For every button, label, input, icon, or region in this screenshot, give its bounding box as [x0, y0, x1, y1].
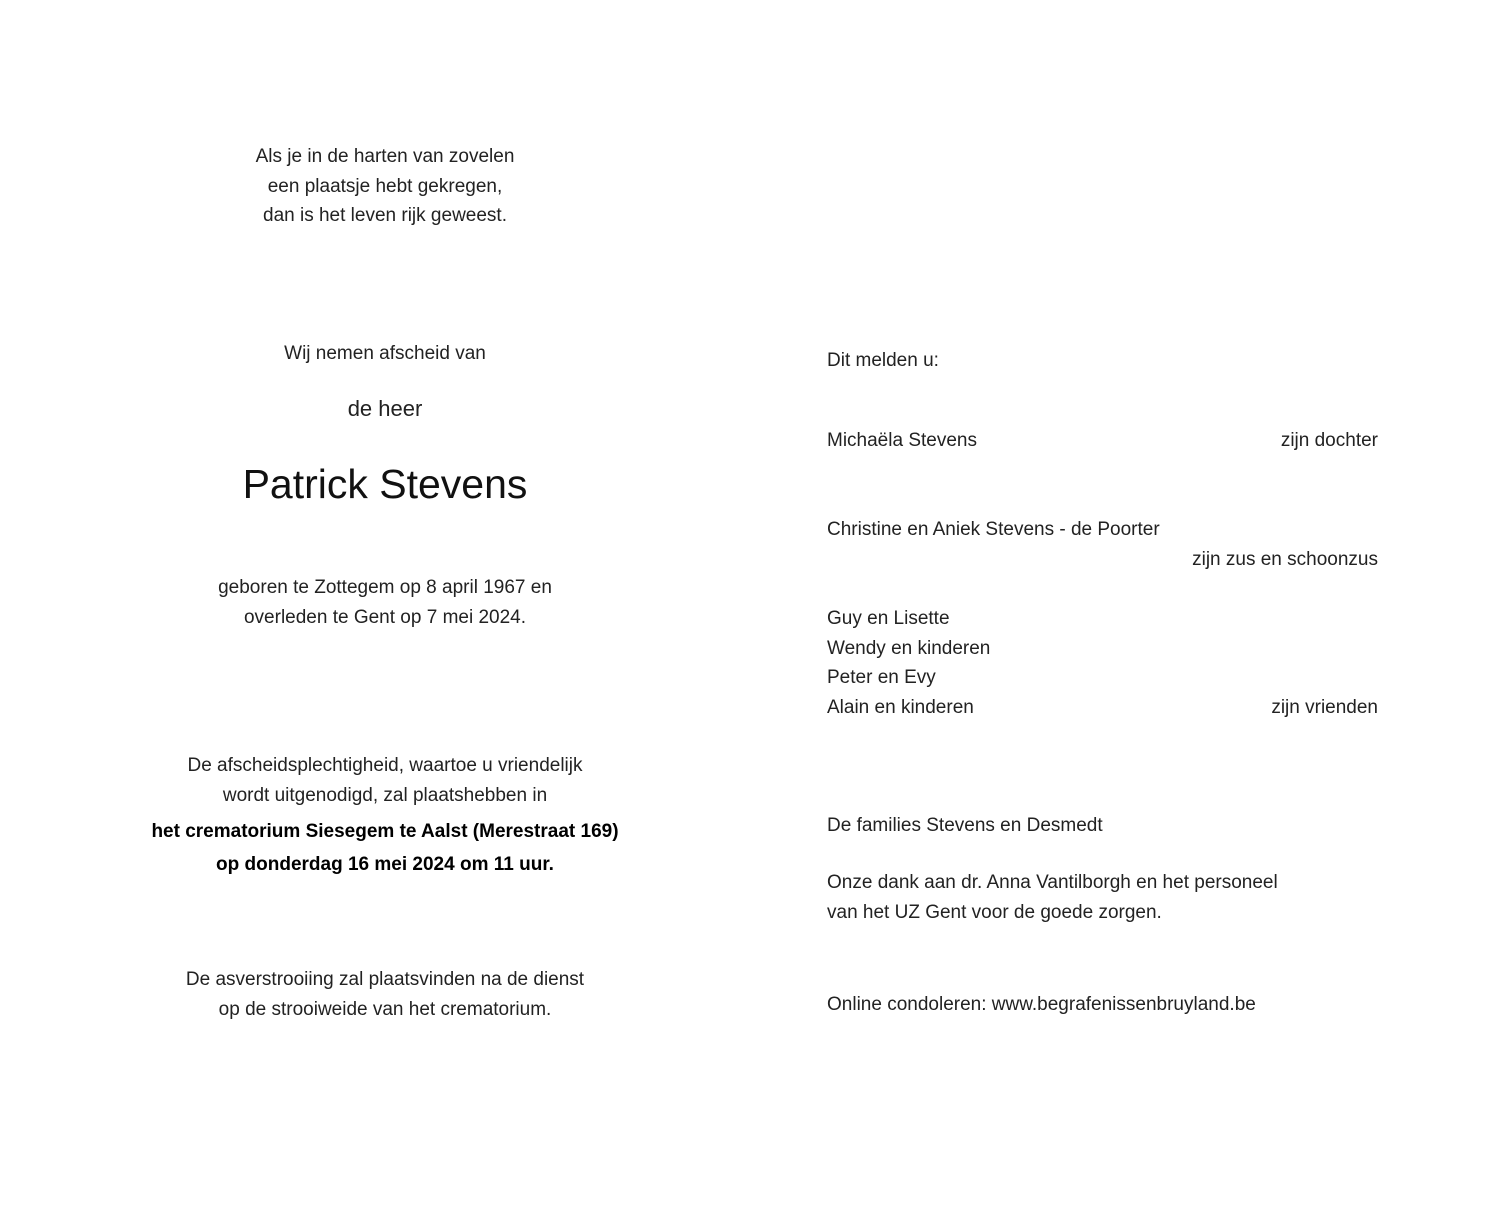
poem-line: dan is het leven rijk geweest. — [263, 205, 507, 226]
friend-name: Guy en Lisette — [827, 608, 950, 629]
thanks-text — [827, 868, 1378, 927]
online-condolence: Online condoleren: www.begrafenissenbruyland.be — [827, 994, 1256, 1015]
family-member-name: Christine en Aniek Stevens - de Poorter — [827, 519, 1160, 540]
family-relation: zijn vrienden — [1271, 696, 1378, 718]
friend-name: Peter en Evy — [827, 667, 936, 688]
right-panel — [827, 0, 1378, 1214]
ceremony-line: wordt uitgenodigd, zal plaatshebben in — [222, 784, 548, 806]
deceased-name: Patrick Stevens — [242, 461, 528, 507]
ceremony-datetime: op donderdag 16 mei 2024 om 11 uur. — [216, 854, 554, 875]
family-entry-friends — [827, 604, 1378, 722]
left-panel — [120, 0, 650, 1214]
thanks-line: van het UZ Gent voor de goede zorgen. — [827, 901, 1162, 923]
ceremony-location — [120, 815, 650, 881]
friend-name: Alain en kinderen — [827, 696, 974, 718]
ceremony-invitation — [120, 751, 650, 810]
family-relation: zijn dochter — [1280, 430, 1378, 451]
thanks-line: Onze dank aan dr. Anna Vantilborgh en het personeel — [827, 872, 1278, 893]
birth-death-info — [120, 573, 650, 632]
poem-line: Als je in de harten van zovelen — [255, 146, 515, 167]
farewell-intro: Wij nemen afscheid van — [284, 343, 486, 364]
scatter-line: De asverstrooiing zal plaatsvinden na de dienst — [185, 969, 585, 990]
friend-name: Wendy en kinderen — [827, 637, 991, 659]
poem-line: een plaatsje hebt gekregen, — [267, 175, 503, 197]
family-member-name: Michaëla Stevens — [827, 430, 977, 451]
death-line: overleden te Gent op 7 mei 2024. — [243, 606, 527, 628]
ceremony-line: De afscheidsplechtigheid, waartoe u vriendelijk — [187, 755, 583, 776]
family-entry-daughter — [827, 426, 1378, 456]
birth-line: geboren te Zottegem op 8 april 1967 en — [218, 577, 552, 598]
ceremony-venue: het crematorium Siesegem te Aalst (Merestraat 169) — [151, 821, 619, 842]
poem — [120, 142, 650, 231]
honorific: de heer — [347, 396, 423, 421]
ash-scattering — [120, 965, 650, 1024]
announce-text: Dit melden u: — [827, 350, 939, 371]
family-relation: zijn zus en schoonzus — [1192, 548, 1378, 570]
scatter-line: op de strooiweide van het crematorium. — [218, 998, 552, 1020]
families-text: De families Stevens en Desmedt — [827, 815, 1103, 836]
family-entry-sister — [827, 515, 1378, 574]
